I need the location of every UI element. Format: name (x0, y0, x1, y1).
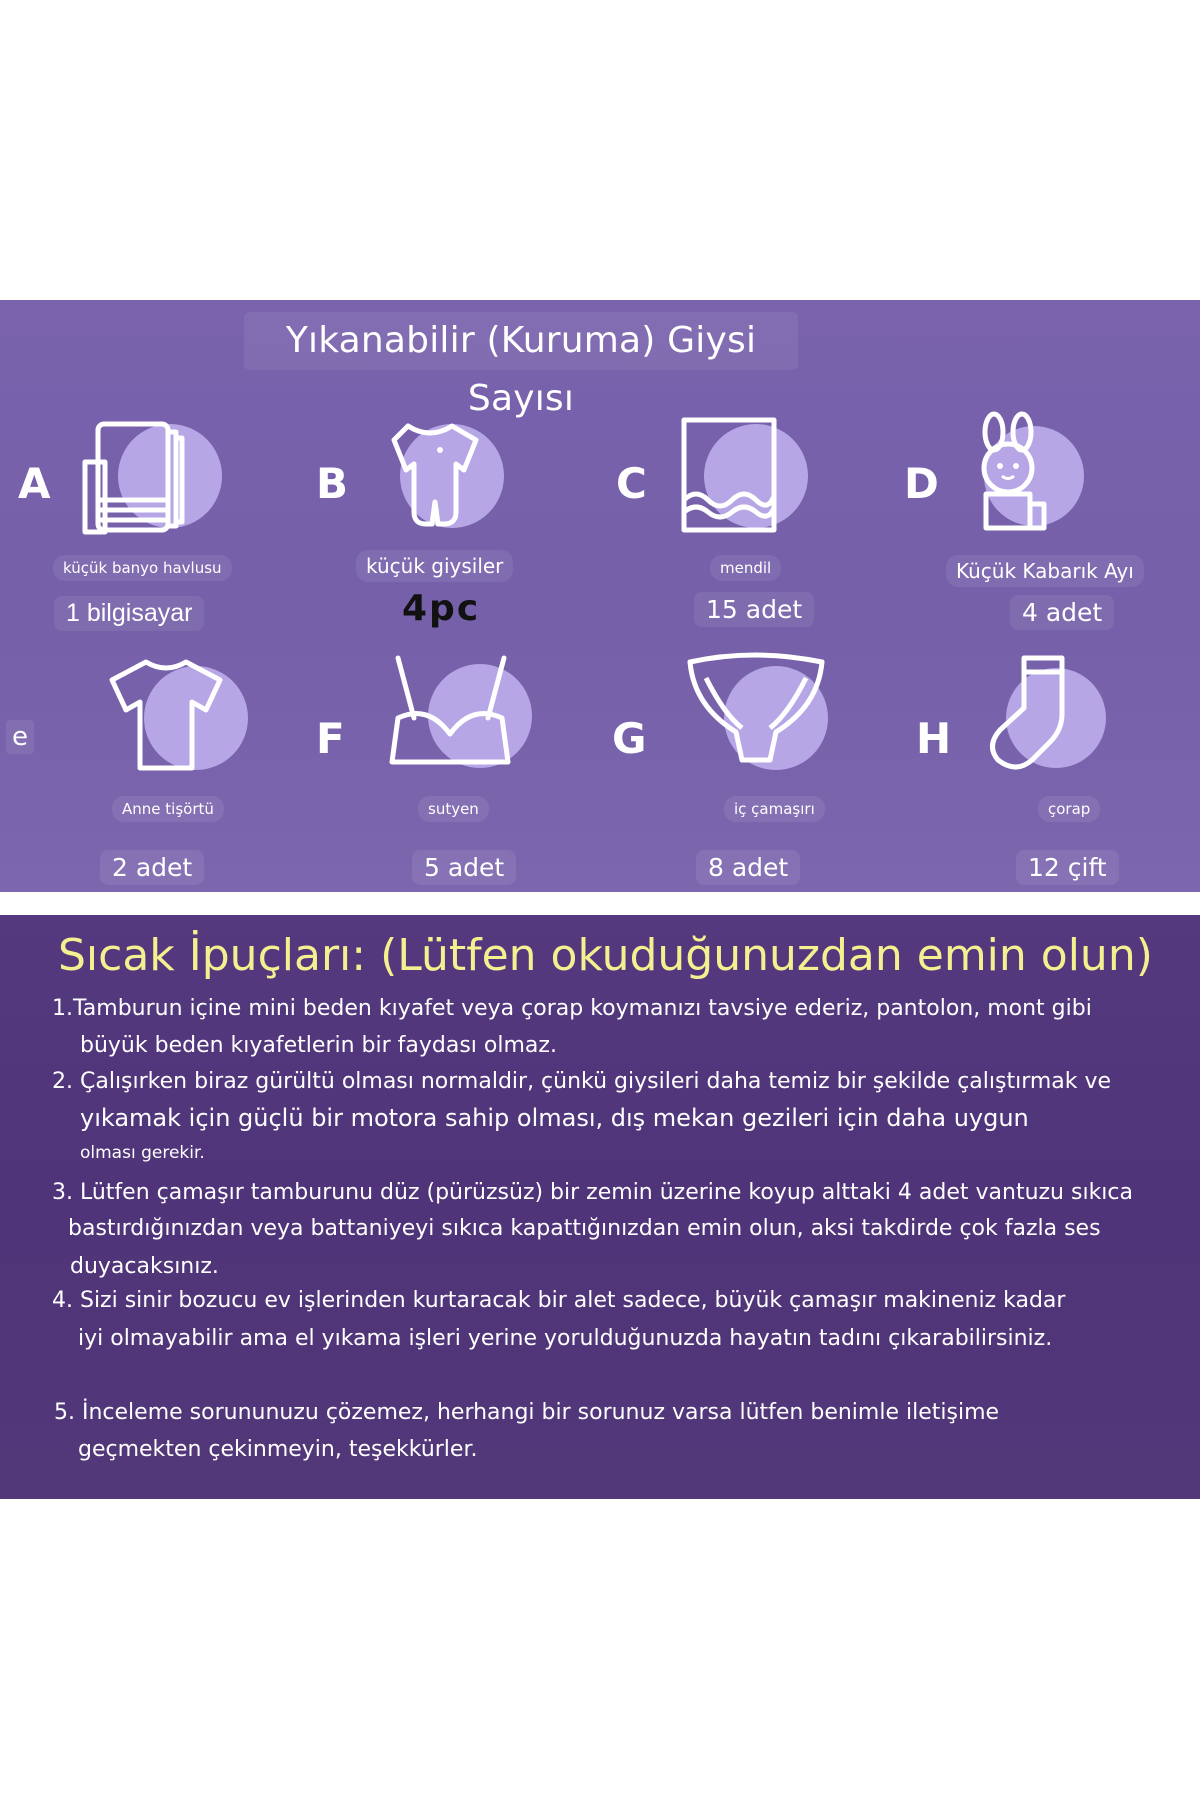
tip-line: 1.Tamburun içine mini beden kıyafet veya çorap koymanızı tavsiye ederiz, pantolon, mont gibi (52, 996, 1092, 1021)
bra-icon (384, 652, 534, 782)
item-count-b: 4pc (402, 588, 481, 629)
item-letter-d: D (904, 459, 939, 508)
tips-title: Sıcak İpuçları: (Lütfen okuduğunuzdan emin olun) (58, 930, 1153, 981)
item-count-a: 1 bilgisayar (54, 596, 204, 631)
item-letter-b: B (316, 459, 349, 508)
tip-line: 2. Çalışırken biraz gürültü olması normaldir, çünkü giysileri daha temiz bir şekilde çalıştırmak ve (52, 1069, 1112, 1094)
item-letter-e: e (6, 720, 34, 754)
baby-onesie-icon (370, 412, 510, 542)
tip-line: büyük beden kıyafetlerin bir faydası olmaz. (80, 1033, 557, 1058)
item-label-g: iç çamaşırı (724, 796, 825, 822)
item-letter-f: F (316, 714, 345, 763)
item-label-d: Küçük Kabarık Ayı (946, 555, 1144, 587)
item-label-f: sutyen (418, 796, 489, 822)
item-label-e: Anne tişörtü (112, 796, 224, 822)
item-label-h: çorap (1038, 796, 1100, 822)
underwear-icon (684, 652, 834, 782)
handkerchief-icon (676, 412, 816, 542)
item-count-f: 5 adet (412, 850, 516, 885)
item-letter-g: G (612, 714, 647, 763)
towel-icon (80, 412, 230, 542)
tip-line: yıkamak için güçlü bir motora sahip olması, dış mekan gezileri için daha uygun (80, 1104, 1029, 1132)
tip-line: 3. Lütfen çamaşır tamburunu düz (pürüzsüz) bir zemin üzerine koyup alttaki 4 adet vantuzu sıkıca (52, 1180, 1133, 1205)
sock-icon (986, 652, 1116, 782)
item-letter-h: H (916, 714, 952, 763)
item-letter-a: A (18, 459, 51, 508)
item-count-h: 12 çift (1016, 850, 1119, 885)
tip-line: bastırdığınızdan veya battaniyeyi sıkıca kapattığınızdan emin olun, aksi takdirde çok fazla ses (68, 1216, 1101, 1241)
tshirt-icon (106, 652, 256, 782)
tip-line: olması gerekir. (80, 1143, 205, 1163)
item-label-b: küçük giysiler (356, 550, 513, 582)
item-count-e: 2 adet (100, 850, 204, 885)
tip-line: 5. İnceleme sorununuzu çözemez, herhangi bir sorunuz varsa lütfen benimle iletişime (54, 1400, 1000, 1425)
panel-title: Yıkanabilir (Kuruma) Giysi Sayısı (244, 312, 798, 370)
bunny-plush-icon (970, 412, 1100, 542)
tip-line: duyacaksınız. (70, 1254, 219, 1279)
item-label-a: küçük banyo havlusu (53, 555, 232, 581)
tip-line: geçmekten çekinmeyin, teşekkürler. (78, 1437, 478, 1462)
item-count-c: 15 adet (694, 592, 814, 627)
item-label-c: mendil (710, 555, 781, 581)
item-count-g: 8 adet (696, 850, 800, 885)
item-count-d: 4 adet (1010, 595, 1114, 630)
tip-line: 4. Sizi sinir bozucu ev işlerinden kurtaracak bir alet sadece, büyük çamaşır makineniz kadar (52, 1288, 1066, 1313)
tip-line: iyi olmayabilir ama el yıkama işleri yerine yorulduğunuzda hayatın tadını çıkarabilirsiniz. (78, 1326, 1053, 1351)
item-letter-c: C (616, 459, 647, 508)
